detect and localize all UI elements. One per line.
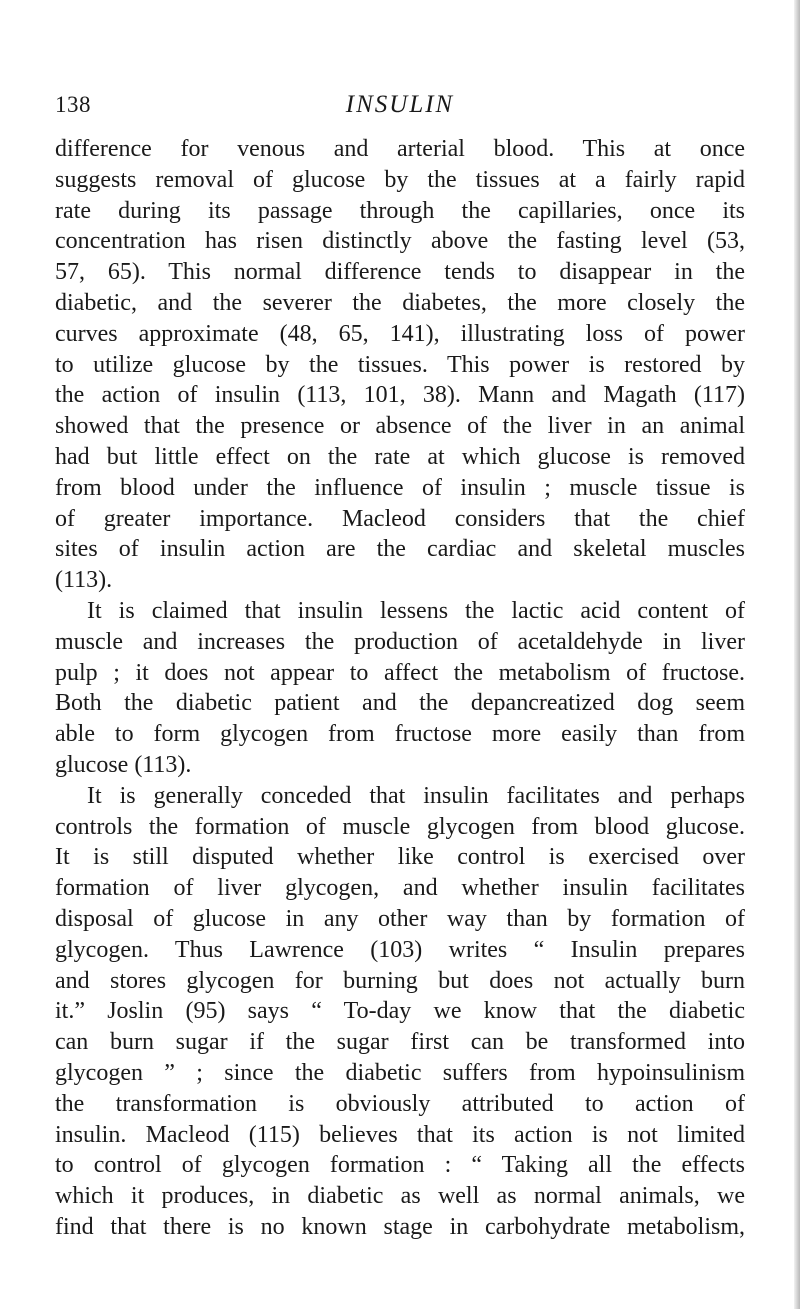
text-line: the action of insulin (113, 101, 38). Mann and Magath (117) [55, 382, 745, 409]
text-line: it.” Joslin (95) says “ To-day we know that the diabetic [55, 998, 745, 1025]
text-line: difference for venous and arterial blood. This at once [55, 136, 745, 162]
text-line: to control of glycogen formation : “ Taking all the effects [55, 1152, 745, 1179]
text-line: glycogen. Thus Lawrence (103) writes “ Insulin prepares [55, 936, 745, 963]
text-line: disposal of glucose in any other way than by formation of [55, 905, 745, 932]
text-line: which it produces, in diabetic as well as normal animals, we [55, 1183, 745, 1210]
text-line: from blood under the influence of insulin ; muscle tissue is [55, 474, 745, 501]
paragraph [55, 596, 745, 781]
text-line: sites of insulin action are the cardiac and skeletal muscles [55, 536, 745, 563]
running-head: INSULIN [345, 91, 455, 118]
text-line: glucose (113). [55, 751, 192, 778]
text-line: formation of liver glycogen, and whether insulin facilitates [55, 875, 745, 902]
text-line: It is claimed that insulin lessens the lactic acid content of [87, 597, 745, 624]
body-text [55, 134, 745, 1243]
text-line: curves approximate (48, 65, 141), illustrating loss of power [55, 320, 745, 347]
text-line: able to form glycogen from fructose more easily than from [55, 721, 745, 748]
text-line: the transformation is obviously attributed to action of [55, 1090, 745, 1117]
text-line: controls the formation of muscle glycogen from blood glucose. [55, 813, 745, 840]
text-line: showed that the presence or absence of the liver in an animal [55, 413, 745, 440]
page-header [55, 90, 745, 130]
text-line: concentration has risen distinctly above the fasting level (53, [55, 228, 745, 255]
text-line: diabetic, and the severer the diabetes, the more closely the [55, 289, 745, 316]
text-line: rate during its passage through the capillaries, once its [55, 197, 745, 224]
text-line: Both the diabetic patient and the depancreatized dog seem [55, 690, 745, 717]
text-line: It is still disputed whether like control is exercised over [55, 844, 745, 871]
text-line: to utilize glucose by the tissues. This power is restored by [55, 351, 745, 378]
text-line: can burn sugar if the sugar first can be transformed into [55, 1029, 745, 1056]
text-line: of greater importance. Macleod considers that the chief [55, 505, 745, 532]
page-edge [794, 0, 800, 1309]
text-line: It is generally conceded that insulin facilitates and perhaps [87, 782, 745, 809]
text-line: (113). [55, 567, 113, 594]
text-line: glycogen ” ; since the diabetic suffers from hypoinsulinism [55, 1059, 745, 1086]
text-line: insulin. Macleod (115) believes that its action is not limited [55, 1121, 745, 1148]
page-number: 138 [55, 92, 91, 117]
paragraph [55, 134, 745, 596]
text-line: find that there is no known stage in carbohydrate metabolism, [55, 1213, 745, 1240]
text-line: suggests removal of glucose by the tissues at a fairly rapid [55, 166, 745, 193]
text-line: pulp ; it does not appear to affect the metabolism of fructose. [55, 659, 745, 686]
text-line: had but little effect on the rate at which glucose is removed [55, 443, 745, 470]
paragraph [55, 781, 745, 1243]
text-line: and stores glycogen for burning but does not actually burn [55, 967, 745, 994]
text-line: muscle and increases the production of acetaldehyde in liver [55, 628, 745, 655]
text-line: 57, 65). This normal difference tends to disappear in the [55, 259, 745, 286]
